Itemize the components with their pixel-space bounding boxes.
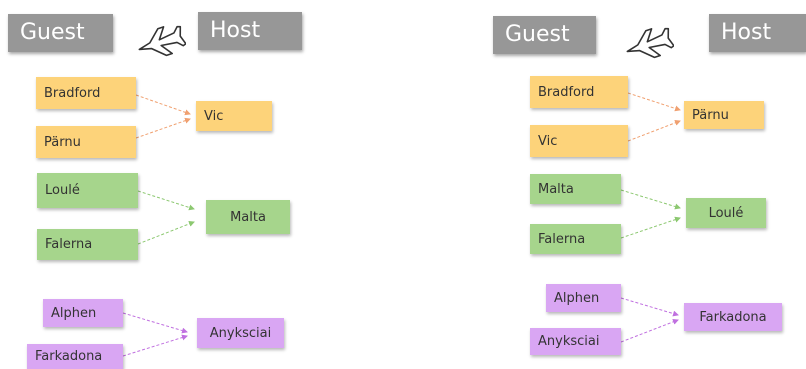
guest-node: Falerna — [530, 224, 621, 254]
guest-node: Farkadona — [27, 344, 123, 369]
edge — [138, 222, 194, 244]
edge — [628, 121, 680, 141]
guest-node: Anyksciai — [530, 328, 621, 355]
edge — [123, 313, 187, 332]
edge — [138, 191, 194, 209]
host-node: Anyksciai — [197, 318, 284, 348]
edge — [621, 190, 680, 208]
host-node: Pärnu — [684, 101, 764, 129]
guest-node: Bradford — [530, 76, 628, 108]
guest-node: Alphen — [43, 299, 123, 327]
guest-node: Malta — [530, 174, 621, 204]
guest-node: Pärnu — [36, 126, 136, 158]
host-node: Malta — [206, 200, 290, 234]
edge — [628, 93, 680, 110]
edge — [136, 119, 190, 138]
panel-right — [490, 0, 806, 369]
panel-left — [0, 0, 400, 369]
host-node: Loulé — [686, 198, 766, 228]
guest-header: Guest — [493, 16, 596, 54]
guest-header: Guest — [8, 14, 113, 52]
guest-node: Bradford — [36, 77, 136, 109]
guest-node: Loulé — [37, 173, 138, 208]
edge — [136, 95, 190, 114]
guest-node: Vic — [530, 125, 628, 157]
edge — [621, 218, 680, 238]
guest-node: Alphen — [546, 284, 621, 312]
edge — [123, 336, 187, 356]
host-header: Host — [198, 12, 302, 50]
edge — [621, 320, 678, 342]
host-node: Vic — [196, 101, 272, 131]
guest-node: Falerna — [37, 229, 138, 260]
host-header: Host — [709, 14, 806, 52]
host-node: Farkadona — [684, 303, 782, 331]
edge — [621, 298, 678, 315]
